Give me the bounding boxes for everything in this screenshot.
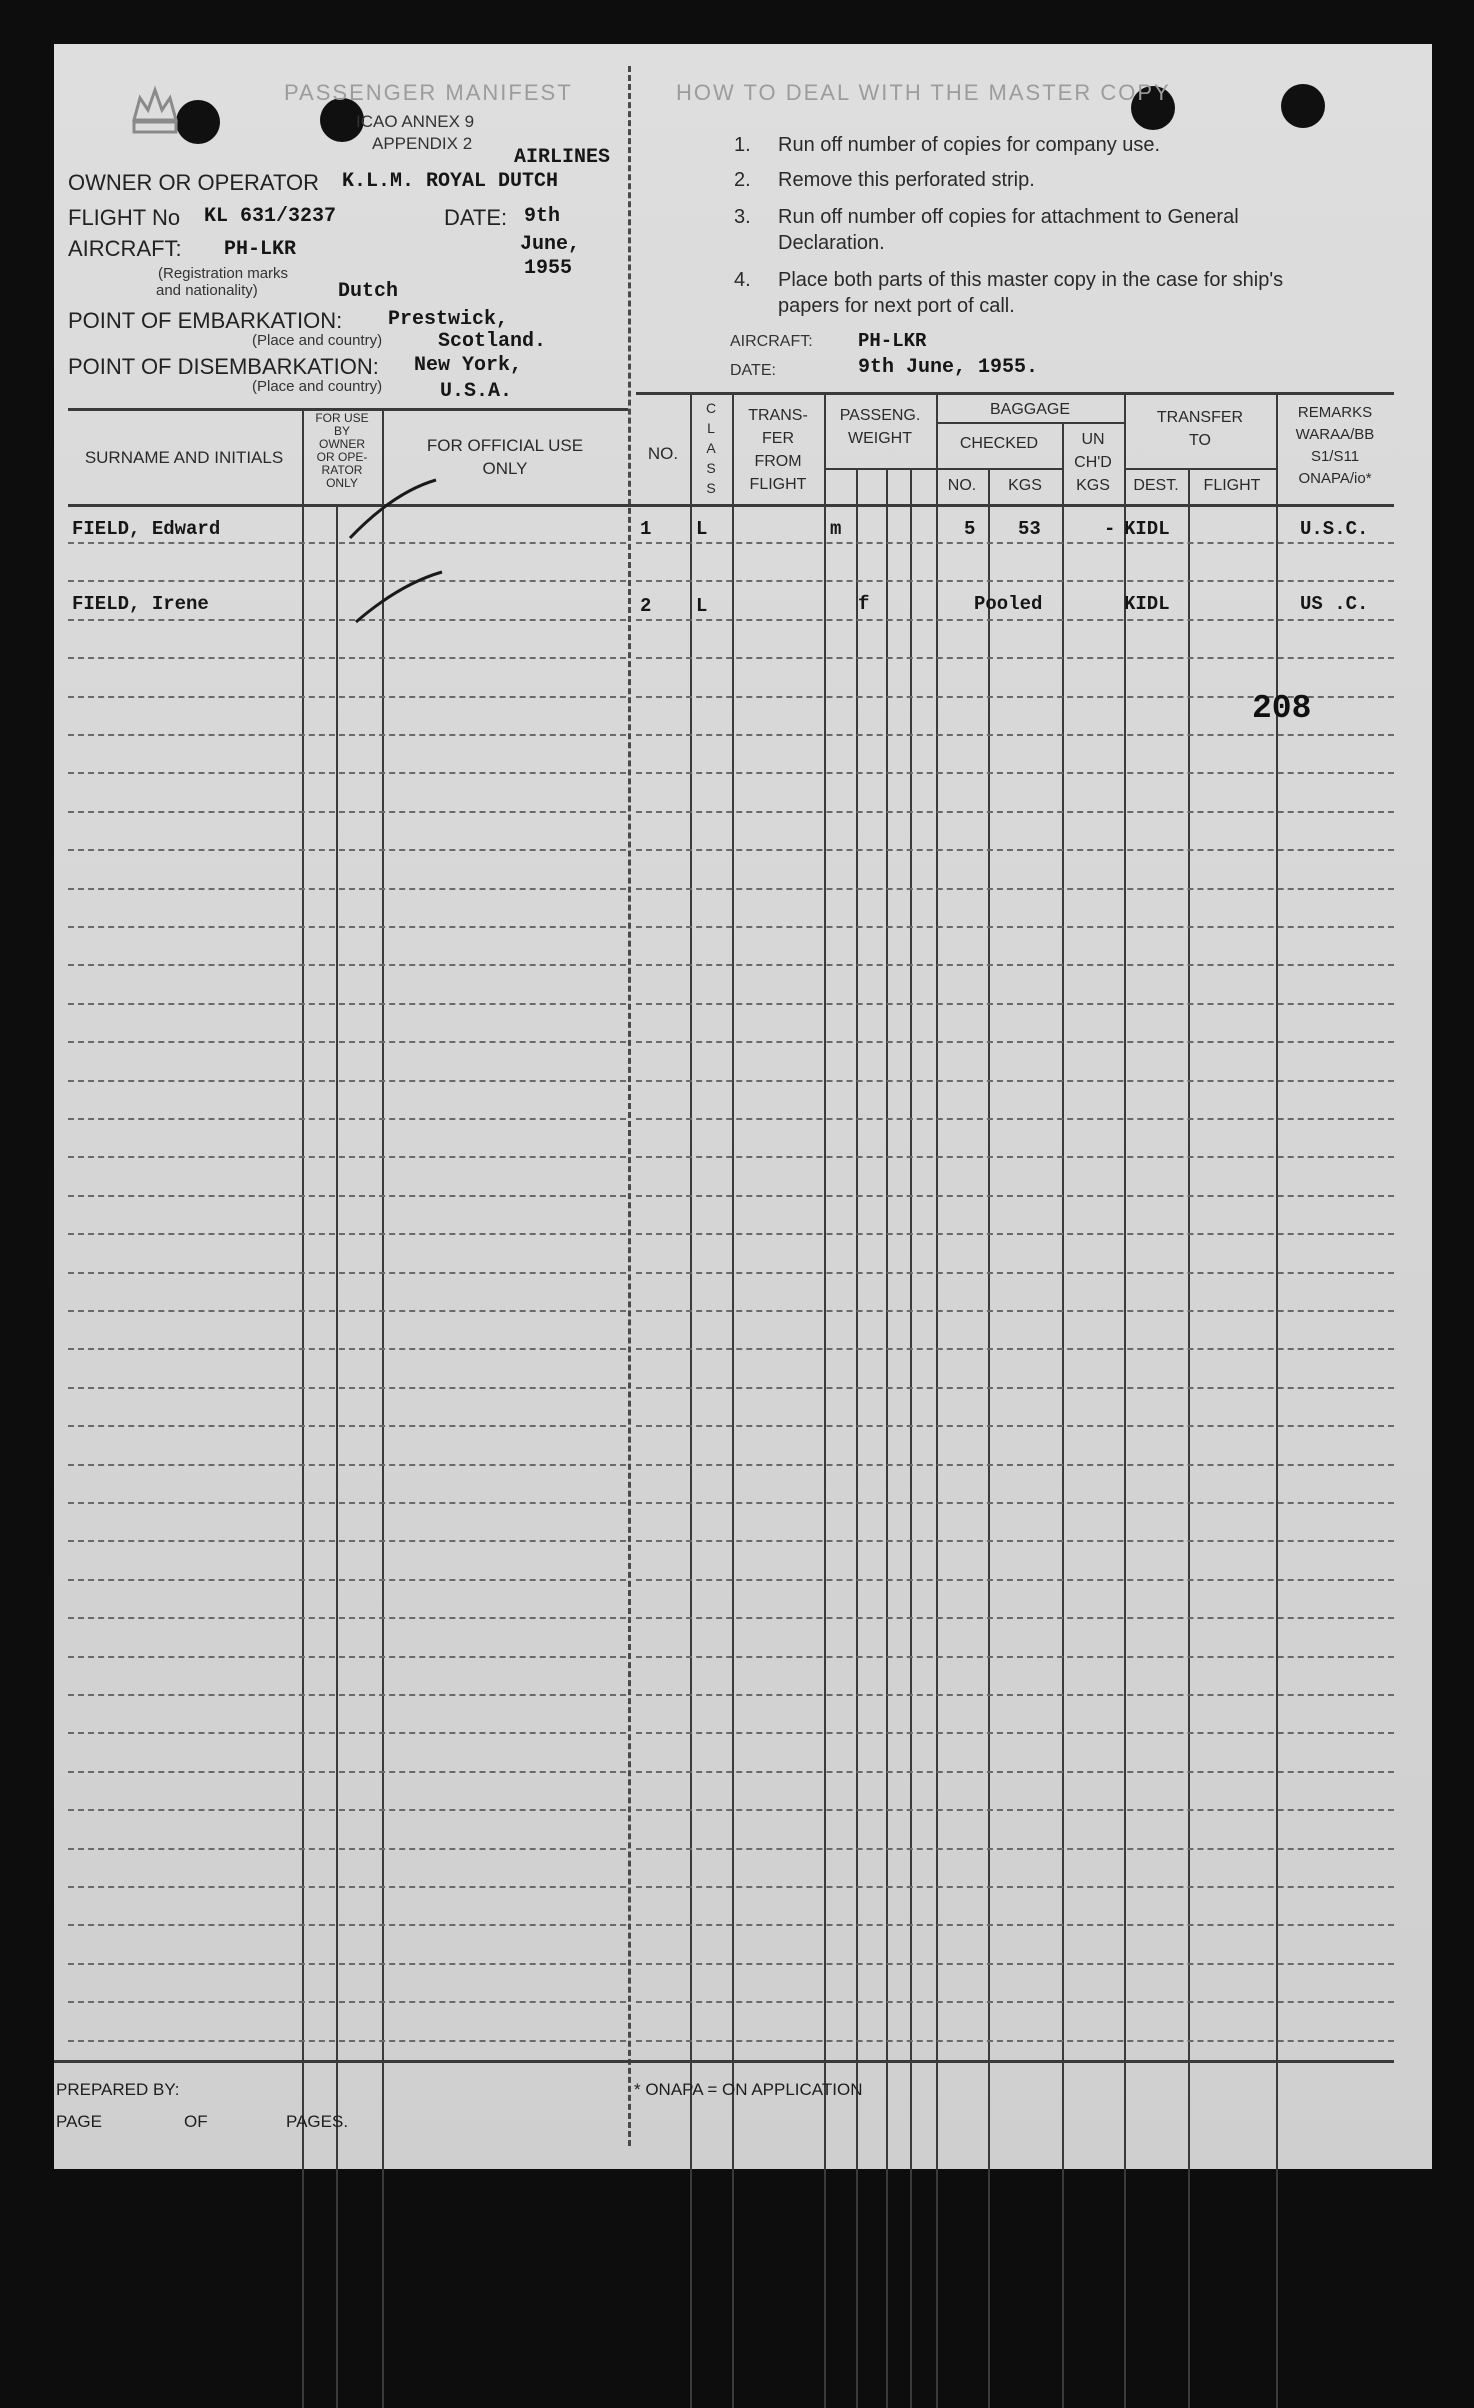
check-mark-icon (352, 566, 452, 626)
ruled-line (68, 580, 626, 582)
ruled-line (68, 542, 626, 544)
ruled-line (68, 2001, 626, 2003)
registration-note-2: and nationality) (156, 282, 258, 299)
registration-note-1: (Registration marks (158, 265, 289, 282)
ruled-line (68, 772, 626, 774)
col-unchecked: UN CH'D KGS (1074, 431, 1112, 494)
instruction-text: Remove this perforated strip. (778, 169, 1035, 191)
ruled-line (636, 1579, 1394, 1581)
ruled-line (68, 811, 626, 813)
ruled-line (68, 1924, 626, 1926)
col-divider (1188, 470, 1190, 2408)
owner-value-2: AIRLINES (514, 146, 611, 169)
ruled-line (636, 1732, 1394, 1734)
ruled-line (636, 2001, 1394, 2003)
pages-label: PAGES. (286, 2112, 349, 2131)
ruled-line (68, 1617, 626, 1619)
ruled-line (636, 1502, 1394, 1504)
table-top-border (636, 392, 1394, 395)
ruled-line (68, 1848, 626, 1850)
passenger-class: L (696, 518, 708, 540)
col-divider (732, 392, 734, 2408)
col-divider (824, 392, 826, 2408)
page-number: 208 (1252, 690, 1312, 727)
instr-date-label: DATE: (730, 362, 776, 379)
checked-underline (936, 468, 1062, 470)
embarkation-label: POINT OF EMBARKATION: (68, 308, 343, 333)
col-owner-use: FOR USE BY OWNER OR OPE- RATOR ONLY (315, 411, 369, 490)
instructions-heading: HOW TO DEAL WITH THE MASTER COPY (676, 80, 1171, 105)
ruled-line (68, 1809, 626, 1811)
ruled-line (68, 1272, 626, 1274)
date-value-2: June, (520, 233, 581, 256)
disembarkation-label: POINT OF DISEMBARKATION: (68, 354, 379, 379)
ruled-line (68, 1579, 626, 1581)
weight-underline (824, 468, 936, 470)
onapa-note: * ONAPA = ON APPLICATION (634, 2080, 863, 2099)
check-mark-icon (344, 472, 444, 542)
ruled-line (636, 1156, 1394, 1158)
ruled-line (636, 1540, 1394, 1542)
ruled-line (68, 849, 626, 851)
ruled-line (68, 1195, 626, 1197)
ruled-line (636, 2040, 1394, 2042)
col-divider (302, 408, 304, 2408)
baggage-underline (936, 422, 1124, 424)
ruled-line (636, 772, 1394, 774)
place-country-note: (Place and country) (252, 332, 383, 349)
instr-date-value: 9th June, 1955. (858, 356, 1039, 379)
col-official-use: FOR OFFICIAL USE ONLY (426, 436, 584, 478)
ruled-line (636, 1003, 1394, 1005)
ruled-line (68, 1886, 626, 1888)
ruled-line (68, 964, 626, 966)
ruled-line (68, 888, 626, 890)
col-divider (988, 470, 990, 2408)
ruled-line (636, 1425, 1394, 1427)
col-checked-no: NO. (947, 477, 977, 494)
ruled-line (636, 1195, 1394, 1197)
disembarkation-value-1: New York, (414, 354, 523, 377)
instruction-num: 1. (734, 134, 751, 156)
instruction-text: Run off number of copies for company use. (778, 134, 1161, 156)
ruled-line (636, 1617, 1394, 1619)
ruled-line (68, 926, 626, 928)
ruled-line (68, 1233, 626, 1235)
ruled-line (636, 619, 1394, 621)
remarks: U.S.C. (1300, 518, 1369, 540)
instr-aircraft-label: AIRCRAFT: (730, 333, 813, 350)
ruled-line (68, 1732, 626, 1734)
ruled-line (68, 1387, 626, 1389)
appendix: APPENDIX 2 (372, 134, 473, 153)
ruled-line (636, 734, 1394, 736)
ruled-line (636, 1963, 1394, 1965)
transfer-underline (1124, 468, 1276, 470)
col-checked: CHECKED (959, 435, 1039, 452)
ruled-line (636, 888, 1394, 890)
page-label: PAGE (56, 2112, 102, 2131)
disembarkation-value-2: U.S.A. (440, 380, 513, 403)
col-surname: SURNAME AND INITIALS (84, 448, 284, 467)
ruled-line (636, 580, 1394, 582)
ruled-line (68, 1464, 626, 1466)
ruled-line (636, 1924, 1394, 1926)
ruled-line (68, 2040, 626, 2042)
col-passeng-weight: PASSENG. WEIGHT (839, 407, 921, 447)
passenger-weight: f (858, 593, 870, 615)
col-class: C L A S S (705, 400, 717, 496)
col-checked-kgs: KGS (1008, 477, 1042, 494)
baggage-unchecked: - (1104, 518, 1116, 540)
embarkation-value-1: Prestwick, (388, 308, 509, 331)
klm-crown-logo-icon (126, 76, 184, 146)
ruled-line (636, 1080, 1394, 1082)
col-transfer-from: TRANS- FER FROM FLIGHT (748, 407, 808, 493)
ruled-line (636, 1771, 1394, 1773)
owner-value: K.L.M. ROYAL DUTCH (342, 170, 559, 193)
col-divider (1124, 392, 1126, 2408)
ruled-line (68, 1003, 626, 1005)
punch-hole (1281, 84, 1325, 128)
instruction-num: 4. (734, 269, 751, 291)
ruled-line (636, 926, 1394, 928)
col-divider (886, 470, 888, 2408)
ruled-line (636, 1464, 1394, 1466)
ruled-line (636, 1656, 1394, 1658)
col-divider (690, 392, 692, 2408)
ruled-line (68, 1694, 626, 1696)
ruled-line (68, 1156, 626, 1158)
ruled-line (68, 1656, 626, 1658)
ruled-line (68, 1771, 626, 1773)
col-divider (382, 408, 384, 2408)
ruled-line (68, 1963, 626, 1965)
ruled-line (68, 657, 626, 659)
ruled-line (636, 1387, 1394, 1389)
aircraft-label: AIRCRAFT: (68, 236, 182, 261)
col-transfer-to: TRANSFER TO (1156, 409, 1244, 449)
ruled-line (68, 1080, 626, 1082)
ruled-line (636, 1041, 1394, 1043)
header-bottom-border (68, 504, 1394, 507)
of-label: OF (184, 2112, 208, 2131)
ruled-line (636, 1886, 1394, 1888)
ruled-line (636, 964, 1394, 966)
col-dest: DEST. (1133, 477, 1179, 494)
col-remarks: REMARKS WARAA/BB S1/S11 ONAPA/io* (1295, 404, 1375, 487)
passenger-name: FIELD, Edward (72, 518, 221, 540)
passenger-weight: m (830, 518, 842, 540)
form-title: PASSENGER MANIFEST (284, 80, 573, 105)
ruled-line (68, 619, 626, 621)
place-country-note-2: (Place and country) (252, 378, 383, 395)
ruled-line (636, 1348, 1394, 1350)
passenger-name: FIELD, Irene (72, 593, 209, 615)
instruction-num: 3. (734, 206, 751, 228)
col-divider (1062, 424, 1064, 2408)
ruled-line (636, 542, 1394, 544)
instruction-num: 2. (734, 169, 751, 191)
instr-aircraft-value: PH-LKR (858, 330, 927, 352)
ruled-line (68, 1502, 626, 1504)
remarks: US .C. (1300, 593, 1369, 615)
ruled-line (636, 1310, 1394, 1312)
aircraft-value: PH-LKR (224, 238, 297, 261)
ruled-line (68, 1310, 626, 1312)
date-value-3: 1955 (524, 257, 573, 280)
date-value-1: 9th (524, 205, 561, 228)
instruction-text-cont: Declaration. (778, 232, 885, 254)
ruled-line (68, 1540, 626, 1542)
ruled-line (636, 811, 1394, 813)
transfer-dest: KIDL (1124, 518, 1170, 540)
flight-value: KL 631/3237 (204, 205, 337, 228)
date-label: DATE: (444, 205, 508, 230)
footer-top-border (54, 2060, 1394, 2063)
icao-annex: ICAO ANNEX 9 (356, 112, 475, 131)
ruled-line (636, 1118, 1394, 1120)
instruction-text: Run off number off copies for attachment to General (778, 206, 1239, 228)
flight-label: FLIGHT No (68, 205, 181, 230)
embarkation-value-2: Scotland. (438, 330, 547, 353)
owner-label: OWNER OR OPERATOR (68, 170, 319, 195)
transfer-dest: KIDL (1124, 593, 1170, 615)
ruled-line (636, 1233, 1394, 1235)
instruction-text: Place both parts of this master copy in the case for ship's (778, 269, 1284, 291)
perforated-strip (628, 66, 631, 2146)
nationality-value: Dutch (338, 280, 399, 303)
col-no: NO. (647, 444, 679, 463)
col-divider (856, 470, 858, 2408)
ruled-line (68, 1348, 626, 1350)
ruled-line (68, 1041, 626, 1043)
ruled-line (68, 734, 626, 736)
baggage-no: 5 (964, 518, 976, 540)
baggage-kgs: 53 (1018, 518, 1041, 540)
ruled-line (636, 1272, 1394, 1274)
prepared-by: PREPARED BY: (56, 2080, 180, 2099)
ruled-line (636, 1848, 1394, 1850)
passenger-no: 2 (640, 595, 652, 617)
col-divider (936, 392, 938, 2408)
passenger-class: L (696, 595, 708, 617)
ruled-line (636, 849, 1394, 851)
ruled-line (636, 1809, 1394, 1811)
col-divider (910, 470, 912, 2408)
baggage-kgs: Pooled (974, 593, 1043, 615)
ruled-line (68, 1425, 626, 1427)
ruled-line (68, 696, 626, 698)
instruction-text-cont: papers for next port of call. (778, 295, 1015, 317)
ruled-line (68, 1118, 626, 1120)
ruled-line (636, 657, 1394, 659)
ruled-line (636, 1694, 1394, 1696)
passenger-no: 1 (640, 518, 652, 540)
col-baggage: BAGGAGE (989, 401, 1071, 418)
col-flight: FLIGHT (1203, 477, 1261, 494)
